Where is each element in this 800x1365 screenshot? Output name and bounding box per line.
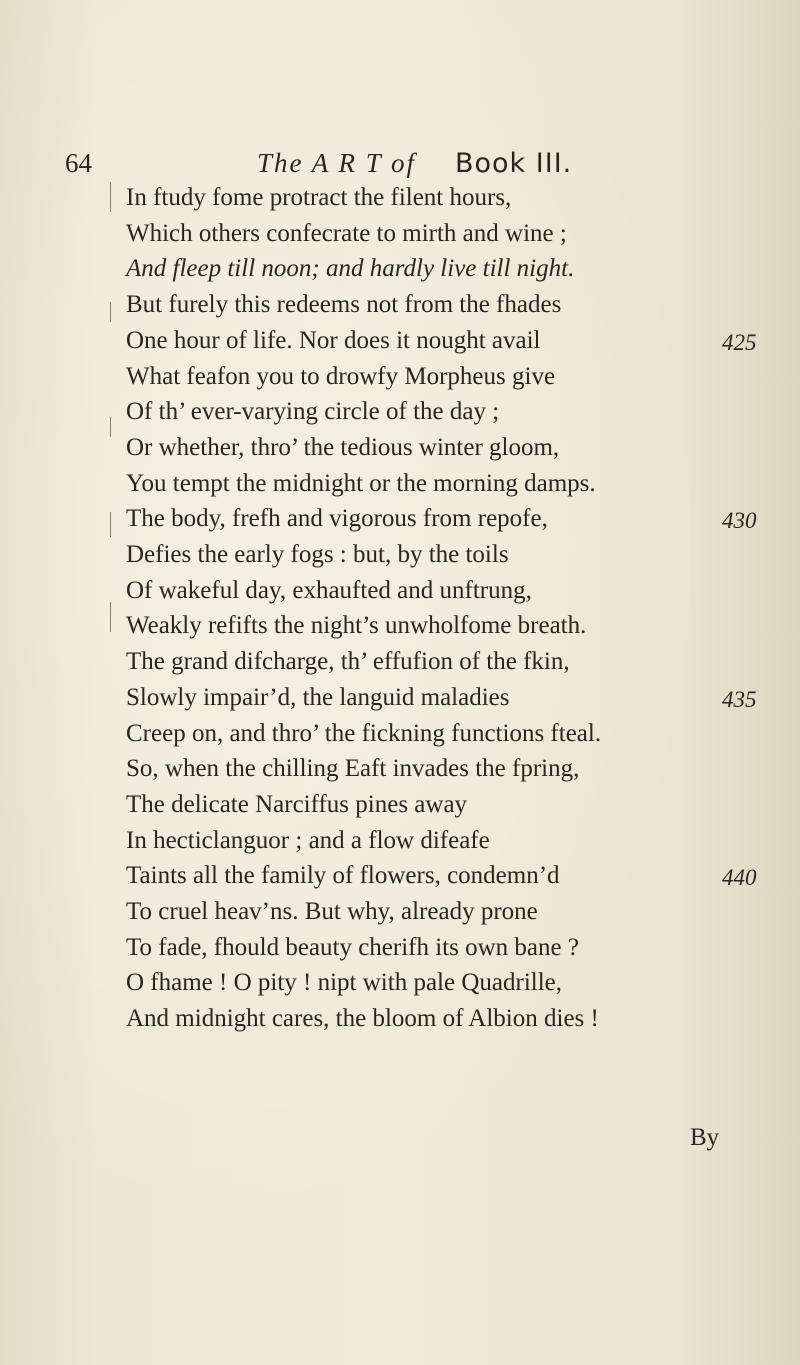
poem-line: The body, frefh and vigorous from repofe, [126,505,548,533]
poem-line: But furely this redeems not from the fhades [126,291,562,319]
poem-line: Of th’ ever-varying circle of the day ; [126,398,500,426]
poem-line: One hour of life. Nor does it nought avail [126,326,541,354]
line-number: 440 [722,865,757,891]
poem-line: The delicate Narciffus pines away [126,790,468,818]
poem-line: Or whether, thro’ the tedious winter gloom, [126,433,560,461]
poem-line: Taints all the family of flowers, condemn’d [126,862,560,890]
running-title: The A R T of [257,148,417,178]
poem-line: The grand difcharge, th’ effufion of the fkin, [126,648,570,676]
book-label: Book III. [455,148,573,179]
poem-line: Of wakeful day, exhaufted and unftrung, [126,576,532,604]
catchword: By [690,1124,720,1151]
poem-line: To fade, fhould beauty cherifh its own bane ? [126,933,579,961]
poem-line: In ftudy fome protract the filent hours, [126,184,512,211]
line-number: 430 [722,508,757,534]
poem-line: To cruel heav’ns. But why, already prone [126,898,538,925]
poem-line: And fleep till noon; and hardly live till night. [126,255,575,283]
poem-line: Slowly impair’d, the languid maladies [126,683,510,711]
poem-line: Defies the early fogs : but, by the toils [126,541,509,568]
page-number: 64 [65,148,92,178]
poem-line: You tempt the midnight or the morning damps. [126,469,596,497]
poem-line: And midnight cares, the bloom of Albion dies ! [126,1005,599,1033]
poem-line: Creep on, and thro’ the fickning functions fteal. [126,719,602,747]
line-number: 425 [722,329,757,355]
poem-line: O fhame ! O pity ! nipt with pale Quadrille, [126,969,562,997]
poem-line: Weakly refifts the night’s unwholfome breath. [126,612,587,640]
poem-line: So, when the chilling Eaft invades the fpring, [126,755,580,783]
poem-line: In hecticlanguor ; and a flow difeafe [126,826,490,854]
poem-line: Which others confecrate to mirth and wine ; [126,219,567,247]
poem-line: What feafon you to drowfy Morpheus give [126,362,556,390]
line-number: 435 [722,686,757,712]
